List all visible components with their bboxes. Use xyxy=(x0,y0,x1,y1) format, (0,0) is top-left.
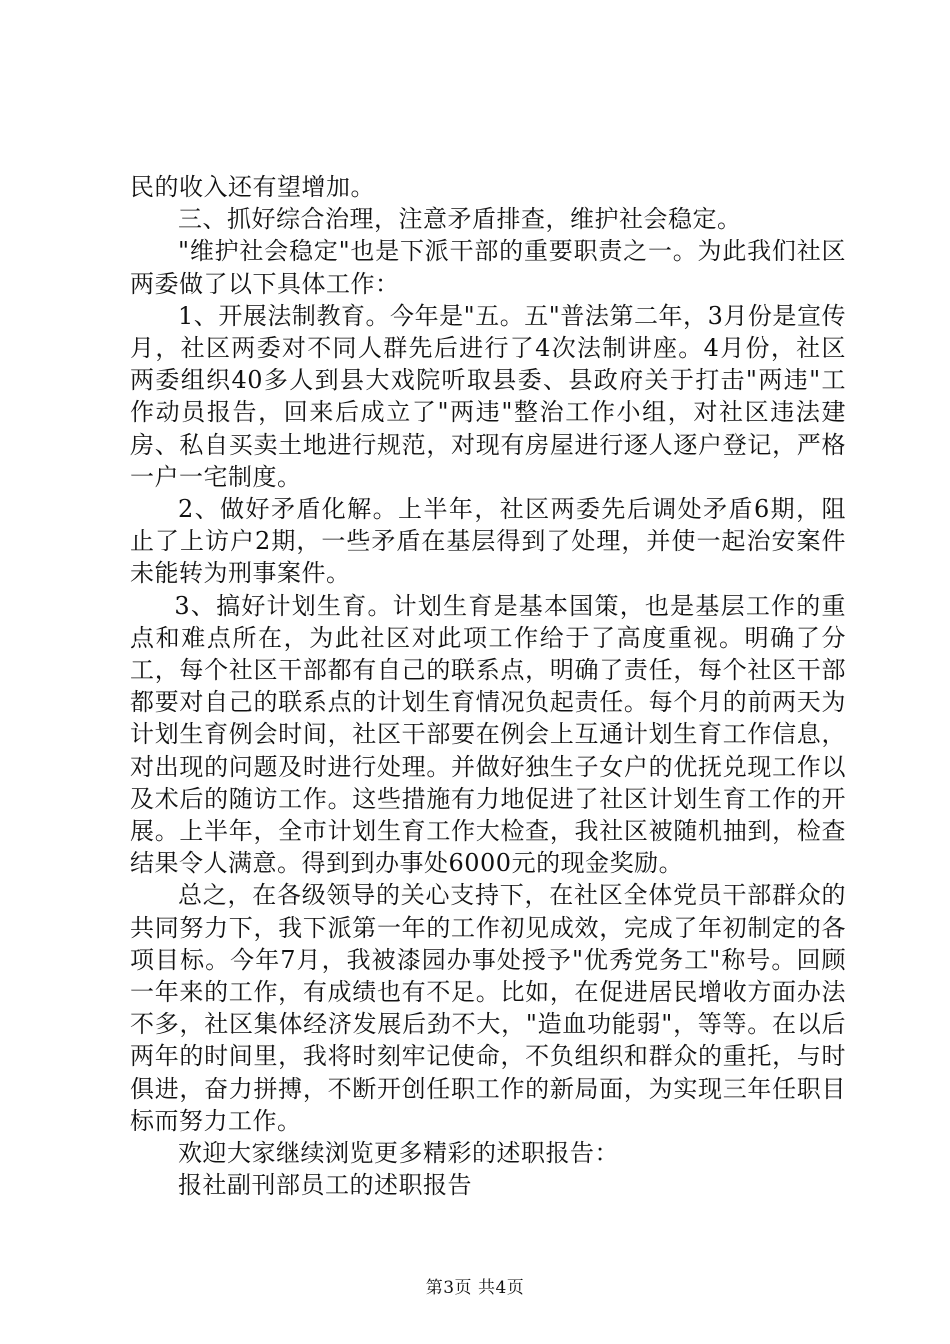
page-footer: 第3页 共4页 xyxy=(425,1278,525,1298)
paragraph-browse-more: 欢迎大家继续浏览更多精彩的述职报告： xyxy=(178,1139,619,1168)
paragraph-item-3: 3、搞好计划生育。计划生育是基本国策，也是基层工作的重点和难点所在，为此社区对此项工作给于了高度重视。明确了分工，每个社区干部都有自己的联系点，明确了责任，每个社区干部都要对自己的联系点的计划生育情况负起责任。每个月的前两天为计划生育例会时间，社区干部要在例会上互通计划生育工作信息，对出现的问题及时进行处理。并做好独生子女户的优抚兑现工作以及术后的随访工作。这些措施有力地促进了社区计划生育工作的开展。上半年，全市计划生育工作大检查，我社区被随机抽到，检查结果令人满意。得到到办事处6000元的现金奖励。 xyxy=(130,591,846,878)
paragraph-item-1: 1、开展法制教育。今年是"五。五"普法第二年，3月份是宣传月，社区两委对不同人群先后进行了4次法制讲座。4月份，社区两委组织40多人到县大戏院听取县委、县政府关于打击"两违"工作动员报告，回来后成立了"两违"整治工作小组，对社区违法建房、私自买卖土地进行规范，对现有房屋进行逐人逐户登记，严格一户一宅制度。 xyxy=(130,301,846,491)
document-body xyxy=(130,171,846,1202)
paragraph-intro: "维护社会稳定"也是下派干部的重要职责之一。为此我们社区两委做了以下具体工作： xyxy=(130,237,846,298)
paragraph-related-title: 报社副刊部员工的述职报告 xyxy=(178,1171,472,1200)
paragraph-continuation: 民的收入还有望增加。 xyxy=(130,173,375,201)
paragraph-summary: 总之，在各级领导的关心支持下，在社区全体党员干部群众的共同努力下，我下派第一年的工作初见成效，完成了年初制定的各项目标。今年7月，我被漆园办事处授予"优秀党务工"称号。回顾一年来的工作，有成绩也有不足。比如，在促进居民增收方面办法不多，社区集体经济发展后劲不大，"造血功能弱"，等等。在以后两年的时间里，我将时刻牢记使命，不负组织和群众的重托，与时俱进，奋力拼搏，不断开创任职工作的新局面，为实现三年任职目标而努力工作。 xyxy=(130,881,846,1135)
section-heading: 三、抓好综合治理，注意矛盾排查，维护社会稳定。 xyxy=(178,205,742,234)
paragraph-item-2: 2、做好矛盾化解。上半年，社区两委先后调处矛盾6期，阻止了上访户2期，一些矛盾在基层得到了处理，并使一起治安案件未能转为刑事案件。 xyxy=(130,495,846,588)
